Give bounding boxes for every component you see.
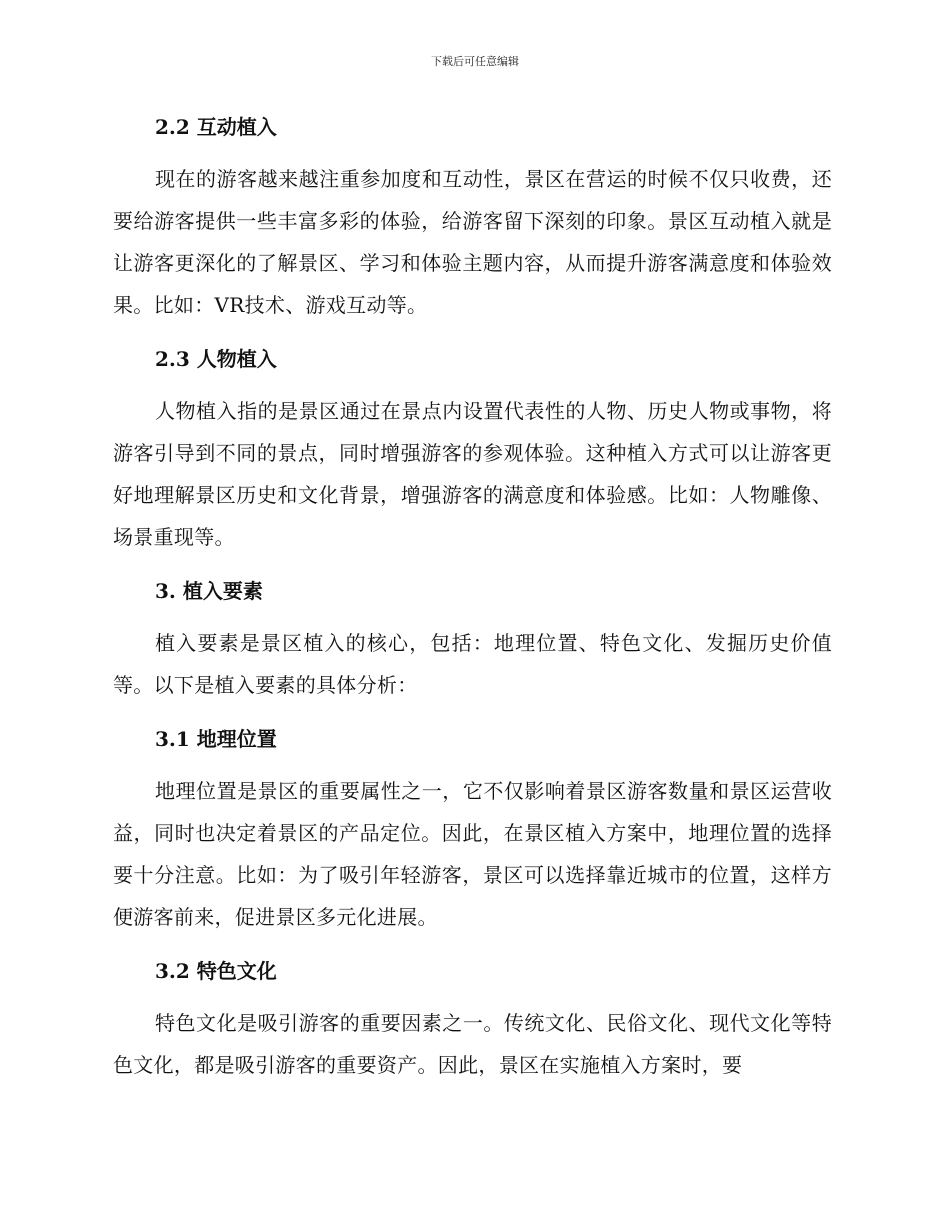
section-paragraph-3-2: 特色文化是吸引游客的重要因素之一。传统文化、民俗文化、现代文化等特色文化，都是吸引游客的重要资产。因此，景区在实施植入方案时，要 [113,1011,832,1077]
document-body [113,106,832,1098]
section-heading-3-1: 3.1 地理位置 [155,727,277,751]
section-paragraph-2-2: 现在的游客越来越注重参加度和互动性，景区在营运的时候不仅只收费，还要给游客提供一些丰富多彩的体验，给游客留下深刻的印象。景区互动植入就是让游客更深化的了解景区、学习和体验主题内容，从而提升游客满意度和体验效果。比如：VR技术、游戏互动等。 [113,167,832,317]
page-header: 下载后可任意编辑 [431,55,519,68]
section-heading-3: 3. 植入要素 [155,579,263,603]
section-paragraph-3: 植入要素是景区植入的核心，包括：地理位置、特色文化、发掘历史价值等。以下是植入要素的具体分析： [113,631,832,697]
section-heading-2-3: 2.3 人物植入 [155,347,277,371]
section-paragraph-3-1: 地理位置是景区的重要属性之一，它不仅影响着景区游客数量和景区运营收益，同时也决定着景区的产品定位。因此，在景区植入方案中，地理位置的选择要十分注意。比如：为了吸引年轻游客，景区可以选择靠近城市的位置，这样方便游客前来，促进景区多元化进展。 [113,779,832,929]
section-heading-2-2: 2.2 互动植入 [155,115,277,139]
section-heading-3-2: 3.2 特色文化 [155,959,277,983]
section-paragraph-2-3: 人物植入指的是景区通过在景点内设置代表性的人物、历史人物或事物，将游客引导到不同的景点，同时增强游客的参观体验。这种植入方式可以让游客更好地理解景区历史和文化背景，增强游客的满意度和体验感。比如：人物雕像、场景重现等。 [113,399,832,549]
